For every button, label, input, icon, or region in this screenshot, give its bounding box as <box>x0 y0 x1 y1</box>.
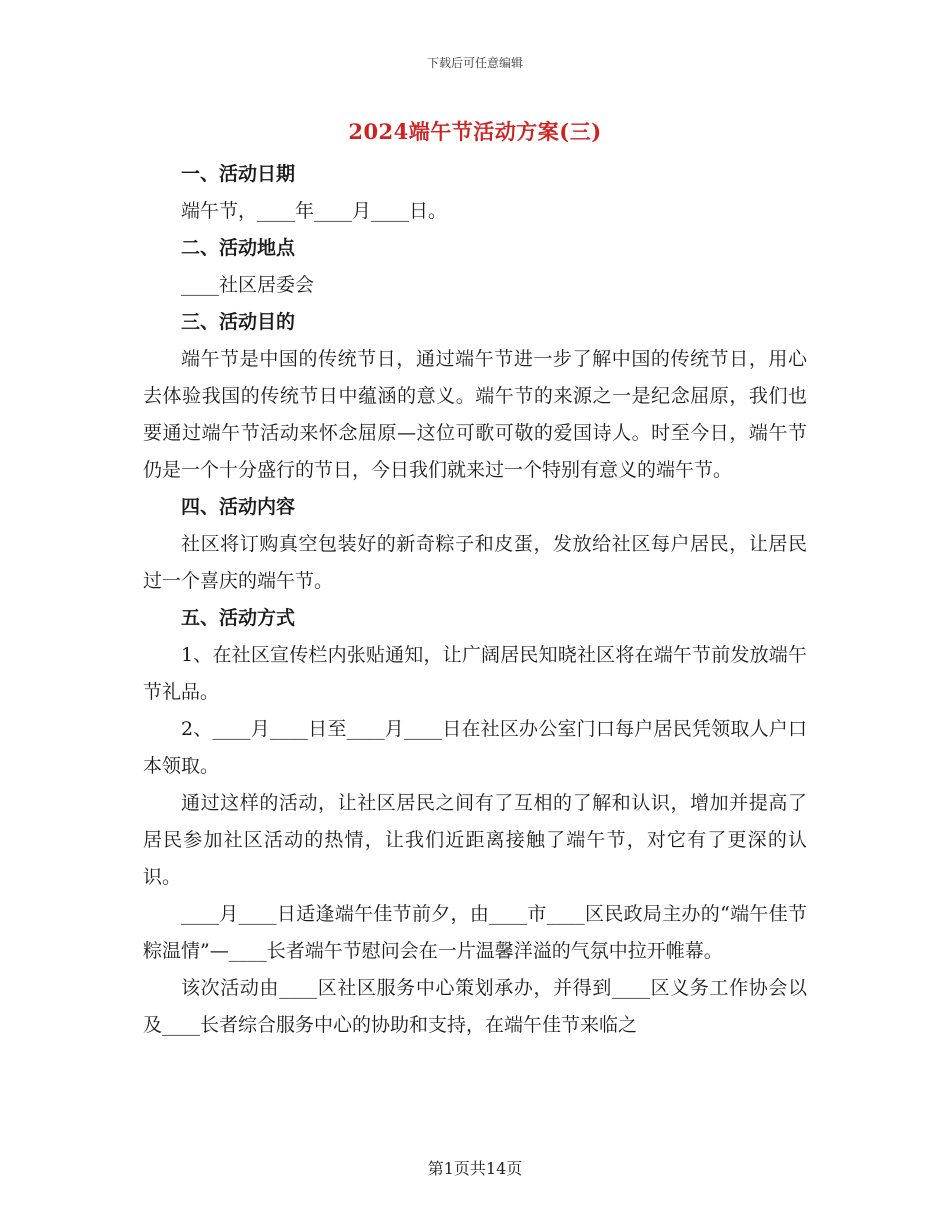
section-text-date: 端午节，____年____月____日。 <box>181 200 448 222</box>
section-text-location: ____社区居委会 <box>181 274 315 296</box>
document-title: 2024端午节活动方案(三) <box>348 119 602 144</box>
page-footer: 第1页共14页 <box>427 1159 523 1178</box>
header-note: 下载后可任意编辑 <box>426 56 523 70</box>
summary-paragraph: 通过这样的活动，让社区居民之间有了互相的了解和认识，增加并提高了居民参加社区活动的热情，让我们近距离接触了端午节，对它有了更深的认识。 <box>143 792 807 888</box>
document-body <box>143 156 807 1044</box>
section-text-content: 社区将订购真空包装好的新奇粽子和皮蛋，发放给社区每户居民，让居民过一个喜庆的端午节。 <box>143 533 807 592</box>
section-heading-method: 五、活动方式 <box>181 607 296 629</box>
organizer-paragraph: 该次活动由____区社区服务中心策划承办，并得到____区义务工作协会以及____长者综合服务中心的协助和支持，在端午佳节来临之 <box>143 977 807 1036</box>
section-heading-date: 一、活动日期 <box>181 163 296 185</box>
method-item-2: 2、____月____日至____月____日在社区办公室门口每户居民凭领取人户口本领取。 <box>143 718 807 777</box>
section-heading-location: 二、活动地点 <box>181 237 296 259</box>
section-text-purpose: 端午节是中国的传统节日，通过端午节进一步了解中国的传统节日，用心去体验我国的传统节日中蕴涵的意义。端午节的来源之一是纪念屈原，我们也要通过端午节活动来怀念屈原—这位可歌可敬的爱国诗人。时至今日，端午节仍是一个十分盛行的节日，今日我们就来过一个特别有意义的端午节。 <box>143 348 807 481</box>
section-heading-purpose: 三、活动目的 <box>181 311 296 333</box>
method-item-1: 1、在社区宣传栏内张贴通知，让广阔居民知晓社区将在端午节前发放端午节礼品。 <box>143 644 807 703</box>
event-paragraph: ____月____日适逢端午佳节前夕，由____市____区民政局主办的“端午佳节粽温情”—____长者端午节慰问会在一片温馨洋溢的气氛中拉开帷幕。 <box>143 903 807 962</box>
section-heading-content: 四、活动内容 <box>181 496 296 518</box>
